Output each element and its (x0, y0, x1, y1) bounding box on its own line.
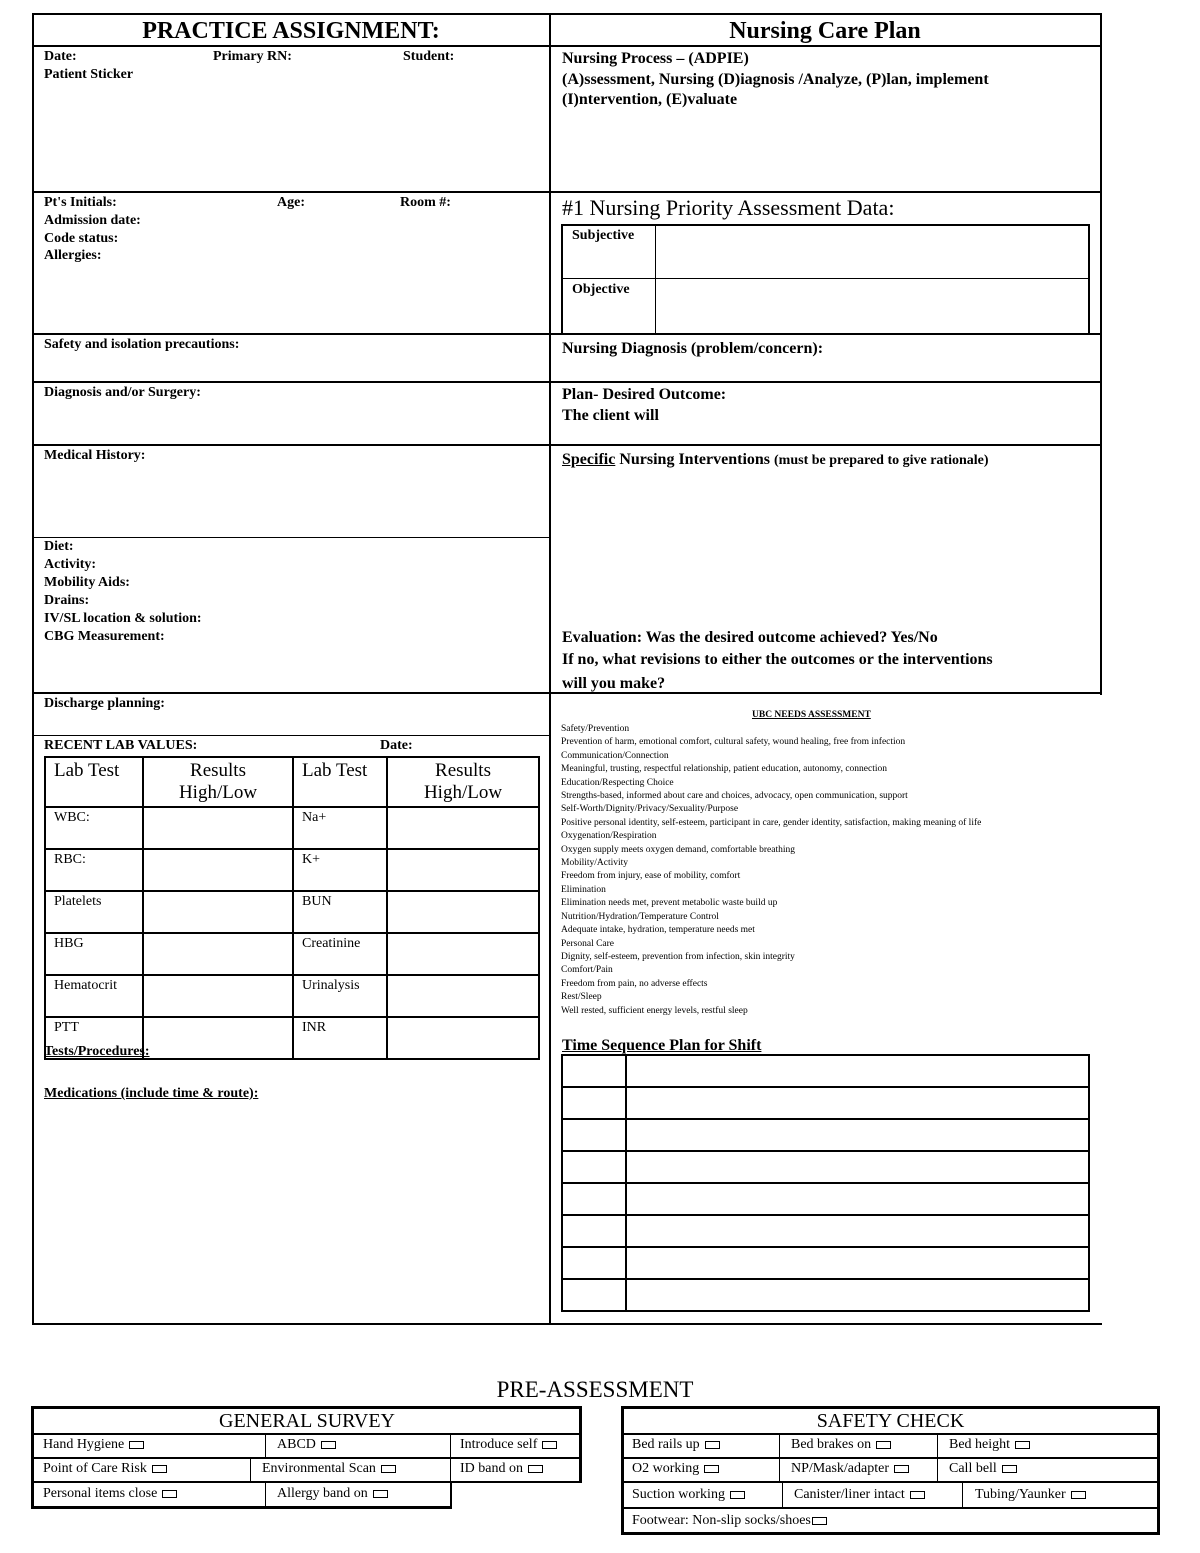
objective-label: Objective (572, 282, 630, 297)
lab-result-field[interactable] (387, 849, 539, 891)
checkbox-icon[interactable] (704, 1465, 719, 1473)
checkbox-icon[interactable] (910, 1491, 925, 1499)
plan-cell[interactable] (626, 1183, 1089, 1215)
check-label: Hand Hygiene (43, 1437, 125, 1452)
labs-date-label: Date: (380, 738, 413, 753)
left-title: PRACTICE ASSIGNMENT: (142, 18, 440, 44)
check-introduce-self[interactable] (460, 1435, 557, 1455)
ubc-title: UBC NEEDS ASSESSMENT (752, 710, 871, 720)
ubc-line: Freedom from pain, no adverse effects (561, 978, 708, 989)
lab-header-test-1: Lab Test (45, 757, 143, 807)
interventions-specific: Specific (562, 451, 616, 468)
safety-check-title: SAFETY CHECK (816, 1410, 965, 1432)
labs-label: RECENT LAB VALUES: (44, 738, 198, 753)
ubc-line: Adequate intake, hydration, temperature needs met (561, 925, 755, 936)
check-abcd[interactable] (277, 1435, 336, 1455)
check-label: Footwear: Non-slip socks/shoes (632, 1513, 811, 1528)
check-label: Canister/liner intact (794, 1487, 905, 1502)
activity-label: Activity: (44, 557, 97, 572)
lab-header-results-2: Results High/Low (387, 757, 539, 807)
lab-name: PTT (45, 1017, 143, 1059)
lab-result-field[interactable] (143, 849, 293, 891)
medications-label: Medications (include time & route): (44, 1086, 259, 1101)
checkbox-icon[interactable] (705, 1441, 720, 1449)
time-cell[interactable] (562, 1183, 626, 1215)
check-np-mask[interactable] (791, 1459, 909, 1479)
checkbox-icon[interactable] (528, 1465, 543, 1473)
patient-sticker-label: Patient Sticker (44, 67, 134, 82)
time-sequence-table (561, 1054, 1090, 1312)
time-cell[interactable] (562, 1119, 626, 1151)
lab-name: RBC: (45, 849, 143, 891)
medical-history-label: Medical History: (44, 448, 146, 463)
checkbox-icon[interactable] (542, 1441, 557, 1449)
time-cell[interactable] (562, 1215, 626, 1247)
admission-label: Admission date: (44, 213, 141, 228)
lab-result-field[interactable] (143, 807, 293, 849)
check-canister[interactable] (794, 1485, 925, 1505)
plan-cell[interactable] (626, 1215, 1089, 1247)
ubc-needs-list (561, 723, 1091, 1018)
check-label: Introduce self (460, 1437, 538, 1452)
time-cell[interactable] (562, 1279, 626, 1311)
check-label: NP/Mask/adapter (791, 1461, 889, 1476)
table-row (45, 975, 539, 1017)
checkbox-icon[interactable] (1002, 1465, 1017, 1473)
check-label: Allergy band on (277, 1486, 368, 1501)
check-tubing[interactable] (975, 1485, 1086, 1505)
lab-header-test-2: Lab Test (293, 757, 387, 807)
lab-result-field[interactable] (387, 975, 539, 1017)
time-cell[interactable] (562, 1247, 626, 1279)
lab-result-field[interactable] (143, 1017, 293, 1059)
ubc-line: Prevention of harm, emotional comfort, cultural safety, wound healing, free from infection (561, 737, 906, 748)
ubc-line: Oxygen supply meets oxygen demand, comfortable breathing (561, 844, 796, 855)
plan-cell[interactable] (626, 1055, 1089, 1087)
check-label: Environmental Scan (262, 1461, 376, 1476)
primary-rn-label: Primary RN: (213, 49, 292, 64)
ubc-line: Mobility/Activity (561, 858, 629, 869)
lab-result-field[interactable] (387, 807, 539, 849)
lab-result-field[interactable] (143, 933, 293, 975)
check-bed-rails[interactable] (632, 1435, 720, 1455)
safety-precautions-label: Safety and isolation precautions: (44, 337, 240, 352)
ubc-line: Comfort/Pain (561, 965, 613, 976)
checkbox-icon[interactable] (321, 1441, 336, 1449)
check-point-of-care-risk[interactable] (43, 1459, 167, 1479)
time-sequence-label: Time Sequence Plan for Shift (562, 1037, 762, 1054)
plan-cell[interactable] (626, 1087, 1089, 1119)
checkbox-icon[interactable] (894, 1465, 909, 1473)
nursing-diagnosis-label: Nursing Diagnosis (problem/concern): (562, 340, 824, 357)
table-row (562, 1119, 1089, 1151)
check-id-band[interactable] (460, 1459, 543, 1479)
lab-result-field[interactable] (387, 891, 539, 933)
ubc-line: Rest/Sleep (561, 992, 602, 1003)
checkbox-icon[interactable] (1015, 1441, 1030, 1449)
lab-name: HBG (45, 933, 143, 975)
check-label: Suction working (632, 1487, 725, 1502)
table-row (45, 891, 539, 933)
checkbox-icon[interactable] (1071, 1491, 1086, 1499)
check-label: Bed rails up (632, 1437, 700, 1452)
lab-header-results-1: Results High/Low (143, 757, 293, 807)
table-row (562, 1151, 1089, 1183)
check-hand-hygiene[interactable] (43, 1435, 144, 1455)
lab-result-field[interactable] (143, 891, 293, 933)
lab-result-field[interactable] (387, 933, 539, 975)
checkbox-icon[interactable] (162, 1490, 177, 1498)
check-bed-brakes[interactable] (791, 1435, 891, 1455)
drains-label: Drains: (44, 593, 90, 608)
table-row (562, 1183, 1089, 1215)
check-label: Bed brakes on (791, 1437, 872, 1452)
general-survey-title: GENERAL SURVEY (219, 1410, 395, 1432)
cbg-label: CBG Measurement: (44, 629, 165, 644)
process-line-2: (A)ssessment, Nursing (D)iagnosis /Analyze, (P)lan, implement (562, 71, 989, 88)
table-row (562, 1247, 1089, 1279)
lab-name: BUN (293, 891, 387, 933)
discharge-label: Discharge planning: (44, 696, 165, 711)
check-personal-items[interactable] (43, 1484, 177, 1504)
ubc-line: Oxygenation/Respiration (561, 831, 657, 842)
mobility-label: Mobility Aids: (44, 575, 130, 590)
code-status-label: Code status: (44, 231, 119, 246)
checkbox-icon[interactable] (152, 1465, 167, 1473)
checkbox-icon[interactable] (129, 1441, 144, 1449)
ubc-line: Positive personal identity, self-esteem, participant in care, gender identity, satisfaction, making meaning of life (561, 817, 982, 828)
check-suction[interactable] (632, 1485, 745, 1505)
plan-cell[interactable] (626, 1247, 1089, 1279)
lab-name: Creatinine (293, 933, 387, 975)
table-row (45, 807, 539, 849)
checkbox-icon[interactable] (730, 1491, 745, 1499)
diet-label: Diet: (44, 539, 74, 554)
diagnosis-label: Diagnosis and/or Surgery: (44, 385, 201, 400)
checkbox-icon[interactable] (876, 1441, 891, 1449)
allergies-label: Allergies: (44, 248, 102, 263)
ubc-line: Safety/Prevention (561, 724, 630, 734)
ubc-line: Communication/Connection (561, 750, 669, 761)
check-environmental-scan[interactable] (262, 1459, 396, 1479)
priority-title: #1 Nursing Priority Assessment Data: (562, 195, 895, 220)
subjective-field[interactable] (657, 226, 1087, 278)
check-label: Tubing/Yaunker (975, 1487, 1066, 1502)
iv-label: IV/SL location & solution: (44, 611, 202, 626)
ubc-line: Elimination (561, 884, 606, 895)
pre-assessment-title: PRE-ASSESSMENT (496, 1377, 694, 1402)
ubc-line: Freedom from injury, ease of mobility, comfort (561, 871, 741, 882)
lab-name: Urinalysis (293, 975, 387, 1017)
lab-table-header (45, 757, 539, 807)
plan-sub-label: The client will (562, 407, 659, 424)
check-label: ID band on (460, 1461, 523, 1476)
table-row (45, 849, 539, 891)
lab-name: K+ (293, 849, 387, 891)
lab-name: Na+ (293, 807, 387, 849)
right-title: Nursing Care Plan (729, 18, 921, 44)
lab-values-table (44, 756, 540, 1060)
evaluation-line-3: will you make? (562, 675, 666, 692)
age-label: Age: (277, 195, 305, 210)
check-label: Bed height (949, 1437, 1011, 1452)
table-row (562, 1055, 1089, 1087)
table-row (45, 933, 539, 975)
table-row (562, 1279, 1089, 1311)
lab-name: INR (293, 1017, 387, 1059)
table-row (562, 1087, 1089, 1119)
check-bed-height[interactable] (949, 1435, 1030, 1455)
table-row (562, 1215, 1089, 1247)
time-cell[interactable] (562, 1055, 626, 1087)
check-allergy-band[interactable] (277, 1484, 388, 1504)
check-label: ABCD (277, 1437, 316, 1452)
student-label: Student: (403, 49, 455, 64)
checkbox-icon[interactable] (381, 1465, 396, 1473)
process-line-3: (I)ntervention, (E)valuate (562, 91, 738, 108)
evaluation-line-2: If no, what revisions to either the outcomes or the interventions (562, 651, 993, 668)
lab-result-field[interactable] (143, 975, 293, 1017)
ubc-line: Elimination needs met, prevent metabolic waste build up (561, 898, 778, 909)
lab-name: Platelets (45, 891, 143, 933)
tests-procedures-label: Tests/Procedures: (44, 1044, 150, 1059)
ubc-line: Self-Worth/Dignity/Privacy/Sexuality/Purpose (561, 804, 739, 815)
plan-cell[interactable] (626, 1119, 1089, 1151)
ubc-line: Dignity, self-esteem, prevention from infection, skin integrity (561, 951, 795, 962)
evaluation-line-1: Evaluation: Was the desired outcome achieved? Yes/No (562, 629, 938, 646)
check-call-bell[interactable] (949, 1459, 1017, 1479)
ubc-line: Education/Respecting Choice (561, 777, 674, 788)
interventions-label (562, 449, 989, 471)
plan-label: Plan- Desired Outcome: (562, 386, 727, 403)
plan-cell[interactable] (626, 1151, 1089, 1183)
check-label: O2 working (632, 1461, 700, 1476)
check-label: Point of Care Risk (43, 1461, 147, 1476)
room-label: Room #: (400, 195, 451, 210)
ubc-line: Well rested, sufficient energy levels, restful sleep (561, 1005, 748, 1016)
process-line-1: Nursing Process – (ADPIE) (562, 50, 749, 67)
lab-name: Hematocrit (45, 975, 143, 1017)
interventions-note: (must be prepared to give rationale) (774, 453, 989, 468)
check-footwear[interactable] (632, 1511, 827, 1531)
objective-field[interactable] (657, 280, 1087, 332)
plan-cell[interactable] (626, 1279, 1089, 1311)
date-label: Date: (44, 49, 77, 64)
initials-label: Pt's Initials: (44, 195, 117, 210)
lab-result-field[interactable] (387, 1017, 539, 1059)
check-label: Call bell (949, 1461, 997, 1476)
time-cell[interactable] (562, 1151, 626, 1183)
interventions-text: Nursing Interventions (615, 451, 775, 468)
check-label: Personal items close (43, 1486, 158, 1501)
ubc-line: Strengths-based, informed about care and choices, advocacy, open communication, support (561, 791, 908, 802)
check-o2-working[interactable] (632, 1459, 719, 1479)
time-cell[interactable] (562, 1087, 626, 1119)
ubc-line: Nutrition/Hydration/Temperature Control (561, 911, 719, 922)
checkbox-icon[interactable] (812, 1517, 827, 1525)
subjective-label: Subjective (572, 228, 635, 243)
lab-name: WBC: (45, 807, 143, 849)
ubc-line: Personal Care (561, 938, 615, 949)
ubc-line: Meaningful, trusting, respectful relationship, patient education, autonomy, connection (561, 764, 887, 775)
checkbox-icon[interactable] (373, 1490, 388, 1498)
